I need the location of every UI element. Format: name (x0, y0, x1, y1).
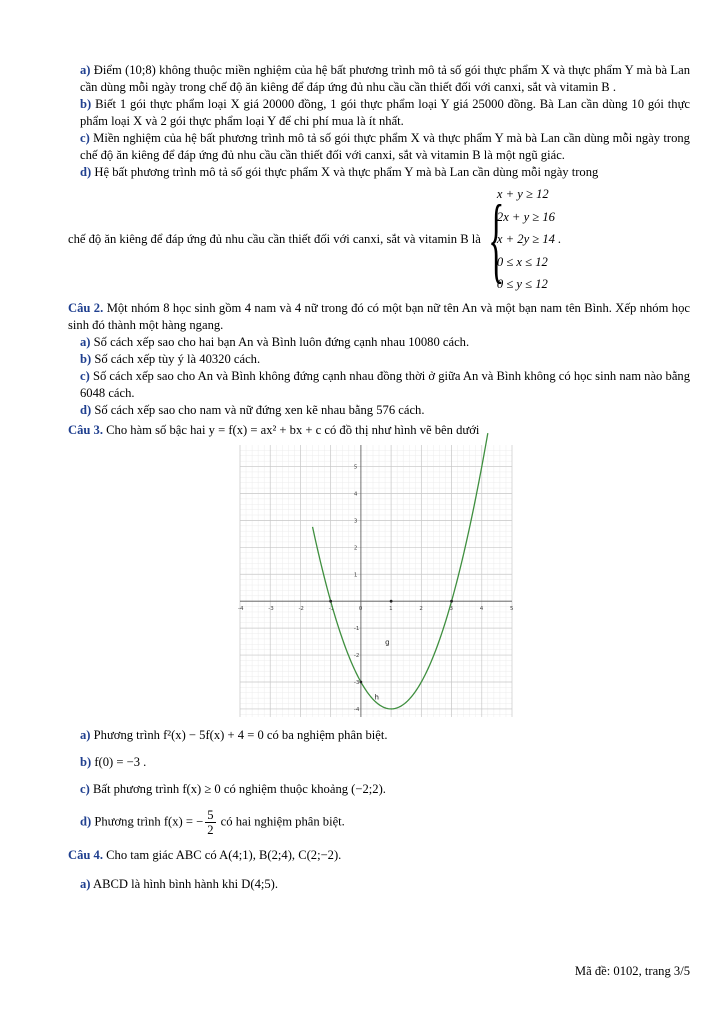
x-tick-label: 2 (419, 605, 423, 612)
graph-point (390, 599, 393, 602)
q1-c: c) Miền nghiệm của hệ bất phương trình mô tả số gói thực phẩm X và thực phẩm Y mà bà Lan cần dùng mỗi ngày trong chế độ ăn kiêng để đáp ứng đủ nhu cầu cần thiết đối với canxi, sắt và vitamin B là một ngũ giác. (80, 131, 690, 162)
q2-intro: Câu 2. Một nhóm 8 học sinh gồm 4 nam và 4 nữ trong đó có một bạn nữ tên An và một bạn nam tên Bình. Xếp nhóm học sinh đó thành một hàng ngang. (68, 300, 690, 332)
q3-intro: Câu 3. Cho hàm số bậc hai y = f(x) = ax² + bx + c có đồ thị như hình vẽ bên dưới (68, 422, 480, 437)
inequality-1: x + y ≥ 12 (496, 187, 549, 201)
x-tick-label: -4 (238, 605, 244, 612)
y-tick-label: 2 (353, 544, 358, 551)
y-tick-label: 3 (353, 517, 358, 524)
fraction: $\frac{5}{2}$ (207, 807, 214, 837)
y-tick-label: 1 (353, 571, 358, 578)
q2-b: b) Số cách xếp tùy ý là 40320 cách. (80, 351, 261, 366)
q4-intro: Câu 4. Cho tam giác ABC có A(4;1), B(2;4), C(2;−2). (68, 847, 342, 862)
parabola-curve (313, 433, 488, 709)
x-tick-label: -2 (298, 605, 304, 612)
q3-b: b) f(0) = −3 . (80, 754, 147, 769)
document-page (68, 62, 690, 893)
q4-a: a) ABCD là hình bình hành khi D(4;5). (80, 876, 279, 891)
x-tick-label: 0 (358, 605, 363, 612)
y-tick-label: 5 (353, 464, 358, 471)
y-tick-label: -1 (353, 625, 360, 632)
q1-a: a) Điểm (10;8) không thuộc miền nghiệm của hệ bất phương trình mô tả số gói thực phẩm X và thực phẩm Y mà bà Lan cần dùng mỗi ngày trong chế độ ăn kiêng để đáp ứng đủ nhu cầu cần thiết đối với canxi, sắt và vitamin B . (80, 63, 690, 94)
parabola-graph (240, 445, 512, 717)
system-brace: { (488, 185, 505, 293)
graph-point (329, 599, 332, 602)
q3-c: c) Bất phương trình f(x) ≥ 0 có nghiệm thuộc khoảng (−2;2). (80, 781, 386, 796)
y-tick-label: 4 (353, 490, 358, 497)
q1-b: b) Biết 1 gói thực phẩm loại X giá 20000 đồng, 1 gói thực phẩm loại Y giá 25000 đồng. Bà Lan cần dùng 10 gói thực phẩm loại X và 2 gói thực phẩm loại Y để chi phí mua là ít nhất. (80, 97, 690, 128)
q2-d: d) Số cách xếp sao cho nam và nữ đứng xen kẽ nhau bằng 576 cách. (80, 402, 425, 417)
y-tick-label: -3 (353, 679, 360, 686)
inequality-4: 0 ≤ x ≤ 12 (496, 254, 548, 269)
graph-point (359, 680, 362, 683)
page-footer: Mã đề: 0102, trang 3/5 (574, 964, 690, 978)
q3-a: a) Phương trình f²(x) − 5f(x) + 4 = 0 có ba nghiệm phân biệt. (80, 727, 388, 742)
q1-d-continuation: chế độ ăn kiêng để đáp ứng đủ nhu cầu cần thiết đối với canxi, sắt và vitamin B là (68, 231, 481, 246)
annotation-h: h (374, 692, 379, 701)
x-tick-label: 4 (479, 605, 484, 612)
y-tick-label: -2 (353, 652, 360, 659)
inequality-5: 0 ≤ y ≤ 12 (496, 277, 548, 291)
q3-d: d) Phương trình f(x) = − $\frac{5}{2}$ có hai nghiệm phân biệt. (80, 807, 345, 837)
y-tick-label: -4 (353, 706, 360, 713)
inequality-3: x + 2y ≥ 14 . (496, 232, 562, 246)
q2-c: c) Số cách xếp sao cho An và Bình không đứng cạnh nhau đồng thời ở giữa An và Bình không có học sinh nam nào bằng 6048 cách. (80, 368, 690, 400)
inequality-2: 2x + y ≥ 16 (496, 209, 555, 224)
graph-point (450, 599, 453, 602)
x-tick-label: -3 (268, 605, 274, 612)
x-tick-label: -1 (328, 605, 335, 612)
x-tick-label: 1 (389, 605, 393, 612)
q1-d: d) Hệ bất phương trình mô tả số gói thực phẩm X và thực phẩm Y mà bà Lan cần dùng mỗi ngày trong (80, 165, 599, 179)
x-tick-label: 3 (449, 605, 454, 612)
q1-d-system-row (68, 183, 690, 296)
q2-a: a) Số cách xếp sao cho hai bạn An và Bình luôn đứng cạnh nhau 10080 cách. (80, 334, 470, 349)
x-tick-label: 5 (510, 605, 514, 612)
inequality-system (497, 183, 561, 296)
annotation-g: g (385, 637, 390, 646)
